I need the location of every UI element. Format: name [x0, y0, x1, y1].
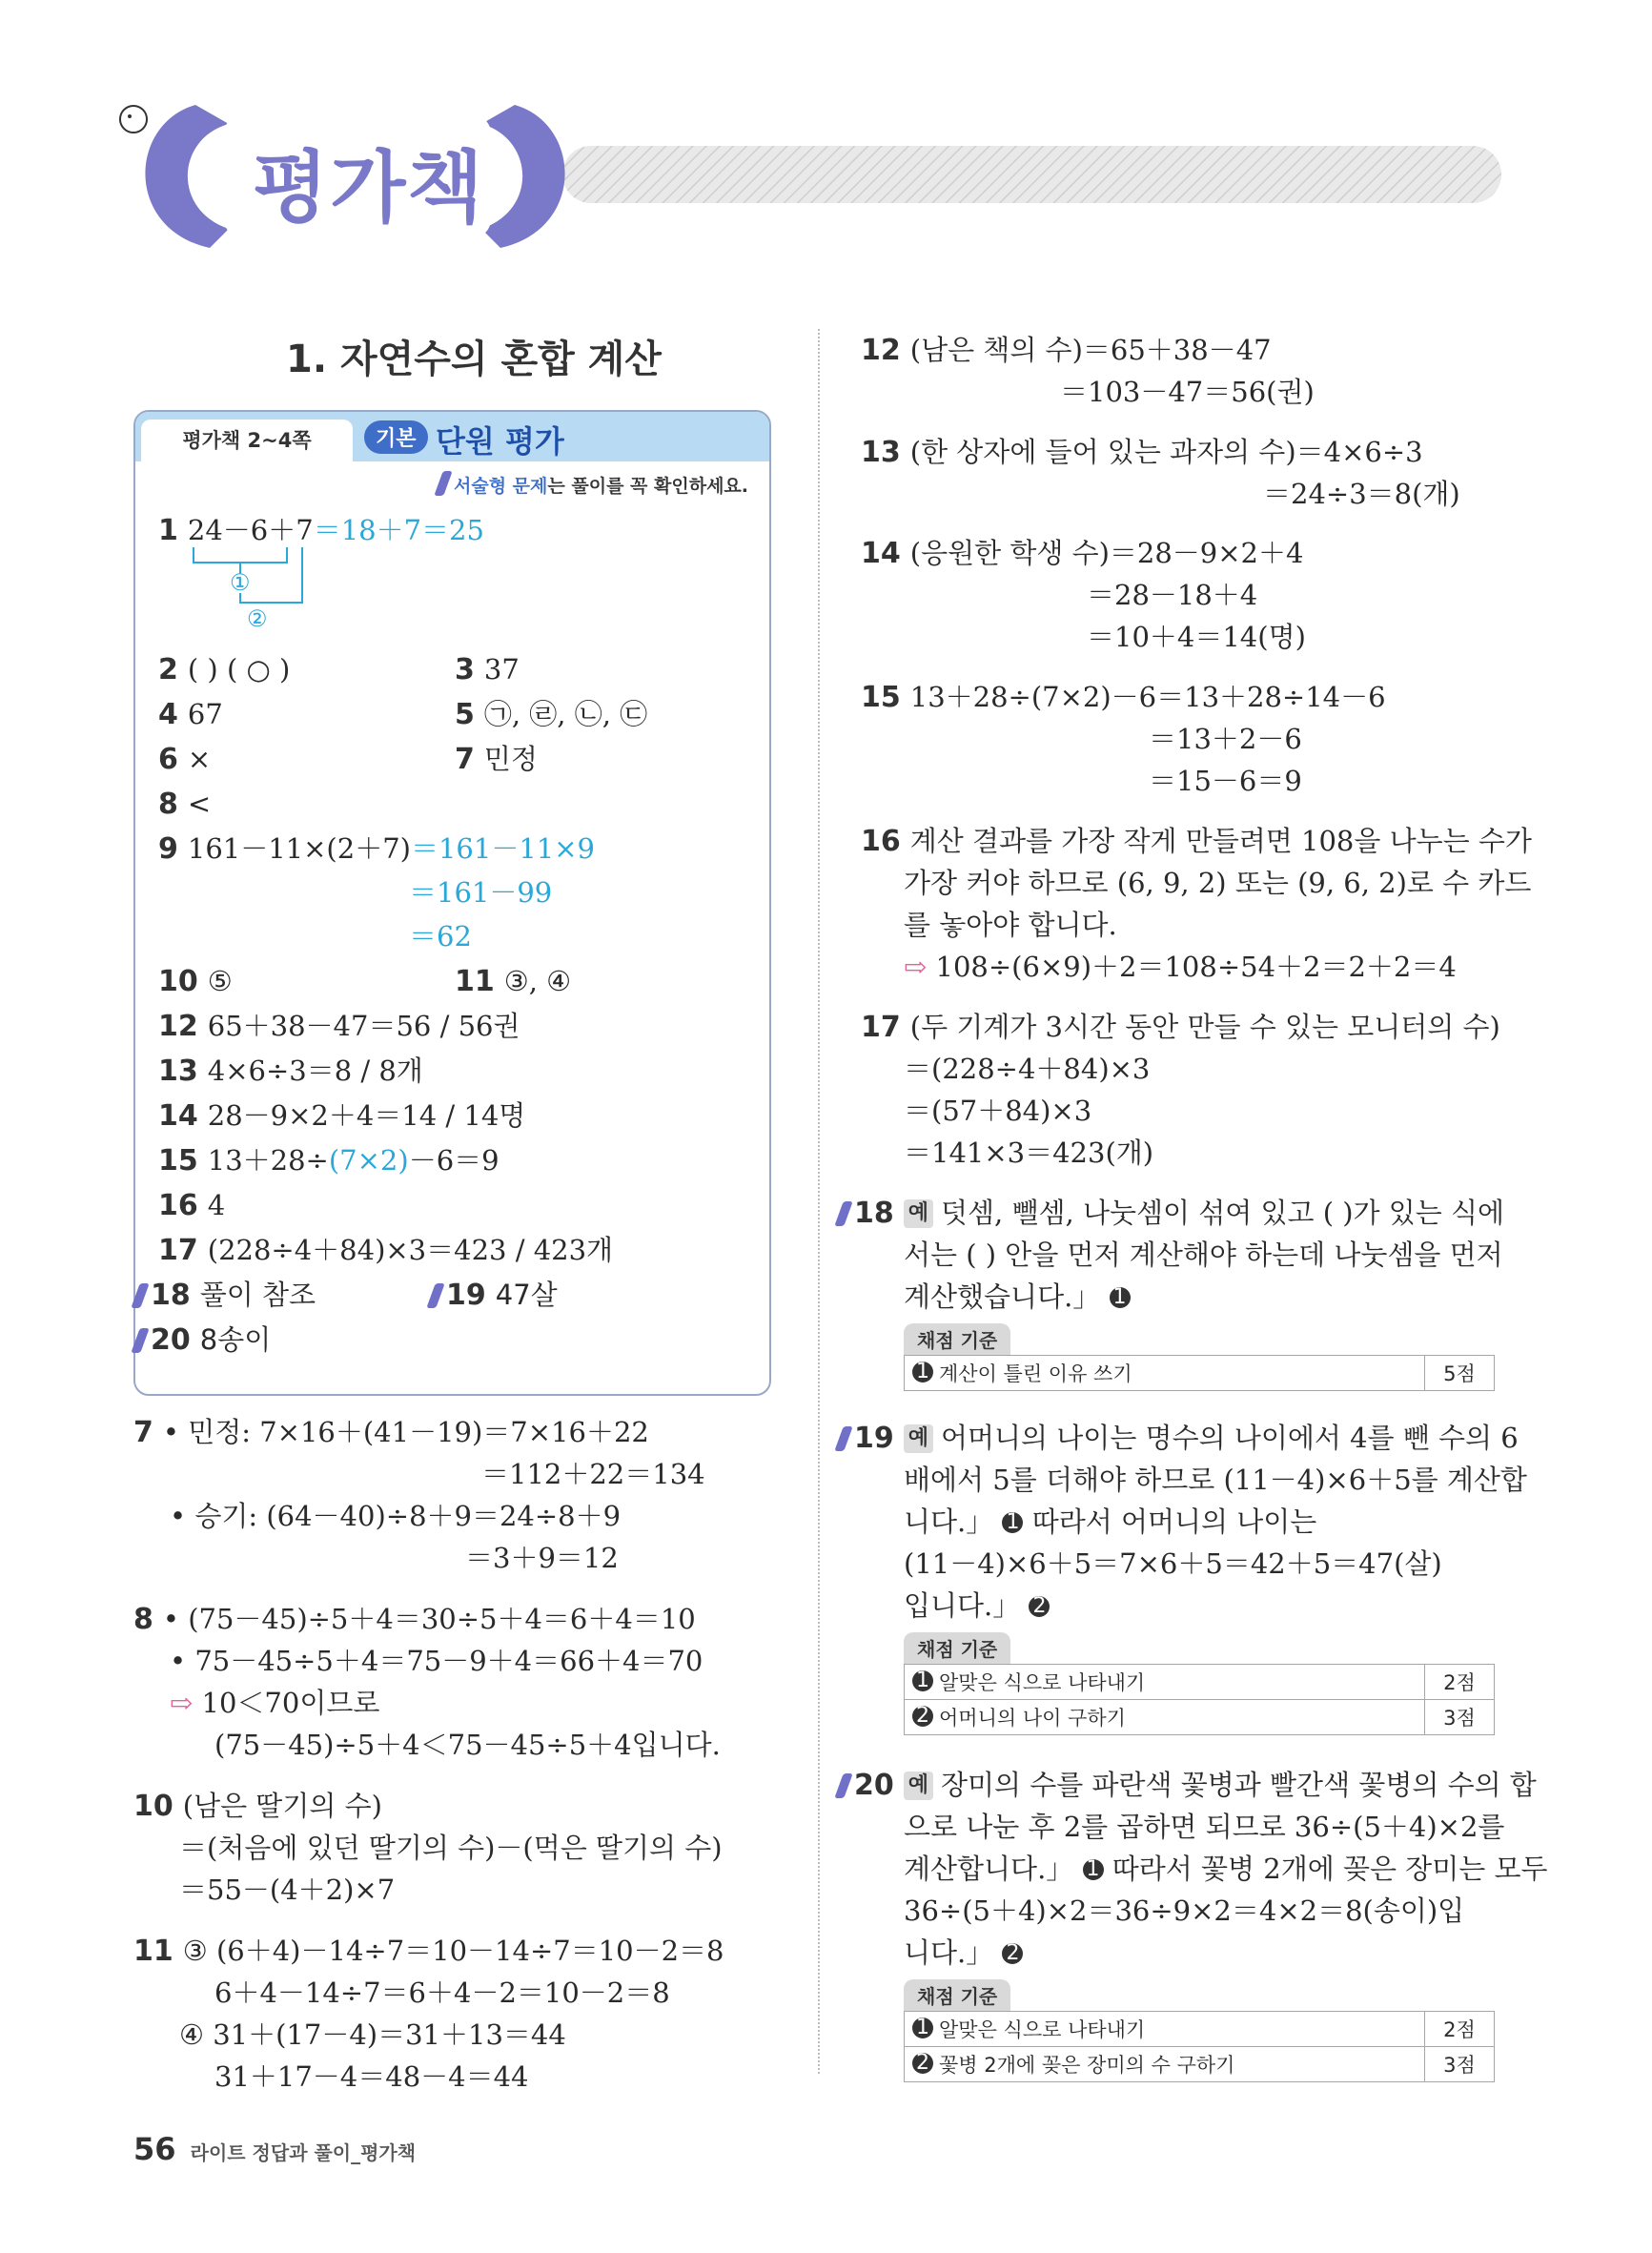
- page-reference-tab: 평가책 2~4쪽: [141, 420, 353, 461]
- answer-13-text: 4×6÷3＝8 / 8개: [207, 1055, 423, 1087]
- answer-number: 12: [158, 1010, 198, 1043]
- answer-1-result: ＝18＋7＝25: [313, 514, 484, 546]
- answer-3: [455, 648, 520, 691]
- solution-11: [133, 1930, 724, 1973]
- solution-18-line3: [904, 1276, 1131, 1318]
- answer-6: [158, 738, 211, 781]
- solution-line: ＝10＋4＝14(명): [1087, 621, 1306, 653]
- page-number: 56: [133, 2131, 176, 2167]
- solution-line: (남은 딸기의 수): [182, 1790, 382, 1822]
- criterion-marker: 1: [912, 1670, 933, 1691]
- solution-18: [839, 1192, 1504, 1235]
- solution-line: ③ (6＋4)－14÷7＝10－14÷7＝10－2＝8: [182, 1935, 724, 1967]
- solution-19-line3: [904, 1501, 1316, 1543]
- answer-number: 5: [455, 698, 475, 731]
- answer-11-text: ③, ④: [503, 965, 572, 997]
- criterion-marker: 1: [912, 2017, 933, 2038]
- criteria-score: 2점: [1425, 1665, 1495, 1700]
- answer-5: [455, 693, 647, 736]
- criteria-head: 채점 기준: [904, 1632, 1010, 1664]
- answer-number: 2: [158, 653, 178, 686]
- solution-line: • 75－45÷5＋4＝75－9＋4＝66＋4＝70: [170, 1645, 704, 1677]
- solution-number: 11: [133, 1935, 173, 1968]
- solution-number: 20: [854, 1769, 894, 1802]
- header-title: 평가책: [253, 143, 485, 234]
- arrow-icon: ⇨: [170, 1687, 202, 1719]
- answer-7: [455, 738, 538, 781]
- answer-box-header: [135, 412, 769, 461]
- solution-number: 18: [854, 1197, 894, 1230]
- solution-line: 따라서 꽃병 2개에 꽂은 장미는 모두: [1112, 1853, 1548, 1885]
- criteria-row: [905, 1665, 1495, 1700]
- solution-number: 13: [861, 436, 901, 469]
- footer-text: 라이트 정답과 풀이_평가책: [190, 2141, 417, 2164]
- answer-number: 11: [455, 965, 495, 998]
- solution-line: 계산했습니다.」: [904, 1280, 1101, 1313]
- answer-number: 8: [158, 788, 178, 821]
- solution-7: [133, 1411, 649, 1454]
- pen-icon: [434, 471, 452, 496]
- answer-number: 7: [455, 743, 475, 776]
- answer-number: 18: [151, 1279, 191, 1312]
- criteria-text: 알맞은 식으로 나타내기: [939, 2018, 1146, 2041]
- pen-icon: [131, 1328, 149, 1353]
- solution-line: ＝112＋22＝134: [481, 1458, 705, 1490]
- pen-icon: [131, 1283, 149, 1308]
- answer-9-step2: ＝161－99: [409, 876, 553, 909]
- solution-line: 6＋4－14÷7＝6＋4－2＝10－2＝8: [214, 1976, 670, 2009]
- criteria-table-18: [904, 1323, 1495, 1391]
- solution-16: [861, 820, 1532, 863]
- criteria-row: [905, 1356, 1495, 1391]
- answer-number: 19: [446, 1279, 486, 1312]
- answer-number: 1: [158, 514, 178, 547]
- answer-11: [455, 960, 571, 1003]
- solution-line: (75－45)÷5＋4＜75－45÷5＋4입니다.: [214, 1729, 721, 1761]
- criteria-table-20: [904, 1979, 1495, 2082]
- criteria-head: 채점 기준: [904, 1979, 1010, 2011]
- answer-8: [158, 783, 211, 826]
- essay-note-em: 서술형 문제: [454, 476, 548, 497]
- solution-line: • (75－45)÷5＋4＝30÷5＋4＝6＋4＝10: [162, 1603, 696, 1635]
- answer-4-text: 67: [187, 698, 223, 730]
- answer-number: 17: [158, 1234, 198, 1267]
- criteria-row: [905, 2012, 1495, 2047]
- example-badge: 예: [904, 1772, 933, 1800]
- solution-line: ＝13＋2－6: [1149, 723, 1302, 755]
- answer-number: 15: [158, 1144, 198, 1178]
- example-badge: 예: [904, 1424, 933, 1453]
- criteria-score: 2점: [1425, 2012, 1495, 2047]
- criteria-head: 채점 기준: [904, 1323, 1010, 1355]
- solution-line: 계산 결과를 가장 작게 만들려면 108을 나누는 수가: [909, 825, 1532, 857]
- criteria-table-19: [904, 1632, 1495, 1735]
- solution-line: 덧셈, 뺄셈, 나눗셈이 섞여 있고 ( )가 있는 식에: [941, 1197, 1505, 1229]
- solution-line: ＝(57＋84)×3: [904, 1095, 1092, 1127]
- answer-15-a: 13＋28÷: [207, 1144, 329, 1177]
- solution-line: (남은 책의 수)＝65＋38－47: [909, 334, 1272, 366]
- criteria-desc: [905, 1665, 1425, 1700]
- solution-13: [861, 431, 1423, 474]
- answer-9-expr: 161－11×(2＋7): [187, 832, 411, 865]
- criteria-row: [905, 2047, 1495, 2082]
- answer-4: [158, 693, 223, 736]
- answer-6-text: ×: [187, 743, 212, 775]
- solution-line: (두 기계가 3시간 동안 만들 수 있는 모니터의 수): [909, 1011, 1500, 1043]
- criteria-text: 어머니의 나이 구하기: [939, 1707, 1126, 1730]
- criteria-desc: [905, 2047, 1425, 2082]
- solution-8-conclusion: [170, 1682, 379, 1724]
- criteria-desc: [905, 2012, 1425, 2047]
- solution-line: 따라서 어머니의 나이는: [1031, 1505, 1317, 1538]
- step-1-marker: ①: [230, 569, 251, 596]
- criterion-marker: 1: [1110, 1287, 1131, 1308]
- criteria-score: 3점: [1425, 1700, 1495, 1735]
- solution-19: [839, 1417, 1519, 1460]
- example-badge: 예: [904, 1199, 933, 1228]
- answer-number: 9: [158, 832, 178, 866]
- criteria-desc: [905, 1700, 1425, 1735]
- solution-line: • 민정: 7×16＋(41－19)＝7×16＋22: [162, 1416, 649, 1448]
- answer-15-highlight: (7×2): [328, 1144, 409, 1177]
- answer-9-step1: ＝161－11×9: [410, 832, 595, 865]
- criterion-marker: 1: [1083, 1859, 1104, 1880]
- answer-16: [158, 1184, 225, 1227]
- arrow-icon: ⇨: [904, 951, 936, 983]
- solution-19-line5: [904, 1585, 1050, 1627]
- answer-12: [158, 1005, 520, 1048]
- answer-15: [158, 1139, 500, 1182]
- answer-13: [158, 1050, 423, 1093]
- answer-5-text: ㉠, ㉣, ㉡, ㉢: [483, 698, 648, 730]
- solution-line: ＝55－(4＋2)×7: [179, 1874, 396, 1906]
- answer-number: 16: [158, 1189, 198, 1222]
- solution-line: (응원한 학생 수)＝28－9×2＋4: [909, 537, 1304, 569]
- answer-9: [158, 828, 595, 870]
- answer-20-text: 8송이: [199, 1323, 272, 1356]
- answer-number: 4: [158, 698, 178, 731]
- solution-line: 10＜70이므로: [201, 1687, 380, 1719]
- solution-20-line3: [904, 1848, 1547, 1890]
- pen-icon: [834, 1201, 852, 1226]
- answer-20: [135, 1319, 271, 1362]
- answer-9-step3: ＝62: [409, 920, 472, 952]
- criteria-text: 계산이 틀린 이유 쓰기: [939, 1362, 1132, 1385]
- solution-line: 31＋17－4＝48－4＝44: [214, 2060, 529, 2093]
- solution-10: [133, 1785, 382, 1828]
- answer-19-text: 47살: [495, 1279, 558, 1311]
- pen-icon: [834, 1426, 852, 1451]
- solution-number: 17: [861, 1011, 901, 1044]
- criterion-marker: 2: [912, 2053, 933, 2074]
- solution-line: 를 놓아야 합니다.: [904, 909, 1117, 941]
- answer-18-text: 풀이 참조: [199, 1279, 316, 1311]
- solution-number: 7: [133, 1416, 153, 1449]
- criterion-marker: 1: [912, 1362, 933, 1383]
- answer-8-text: <: [187, 788, 212, 820]
- solution-line: ＝3＋9＝12: [465, 1542, 619, 1574]
- answer-number: 10: [158, 965, 198, 998]
- solution-line: ＝28－18＋4: [1087, 579, 1258, 611]
- solution-line: 장미의 수를 파란색 꽃병과 빨간색 꽃병의 수의 합: [941, 1769, 1537, 1801]
- solution-number: 19: [854, 1422, 894, 1455]
- pen-icon: [426, 1283, 444, 1308]
- criterion-marker: 1: [1002, 1512, 1023, 1533]
- criteria-score: 3점: [1425, 2047, 1495, 2082]
- solution-number: 15: [861, 681, 901, 714]
- unit-test-title: 단원 평가: [436, 423, 564, 460]
- answer-10: [158, 960, 233, 1003]
- answer-18: [135, 1274, 316, 1317]
- chapter-title: 1. 자연수의 혼합 계산: [286, 338, 662, 381]
- answer-number: 3: [455, 653, 475, 686]
- solution-line: ＝103－47＝56(권): [1060, 376, 1315, 408]
- answer-10-text: ⑤: [207, 965, 233, 997]
- solution-line: 니다.」: [904, 1505, 994, 1538]
- solution-line: 서는 ( ) 안을 먼저 계산해야 하는데 나눗셈을 먼저: [904, 1239, 1503, 1271]
- answer-17: [158, 1229, 613, 1272]
- solution-20-line5: [904, 1932, 1023, 1974]
- solution-line: ＝15－6＝9: [1149, 765, 1302, 797]
- answer-number: 6: [158, 743, 178, 776]
- solution-12: [861, 329, 1272, 372]
- solution-line: ＝(처음에 있던 딸기의 수)－(먹은 딸기의 수): [179, 1832, 723, 1864]
- answer-number: 20: [151, 1323, 191, 1357]
- solution-8: [133, 1598, 696, 1641]
- answer-16-text: 4: [207, 1189, 226, 1221]
- answer-number: 14: [158, 1099, 198, 1133]
- answer-number: 13: [158, 1055, 198, 1088]
- solution-line: 계산합니다.」: [904, 1853, 1074, 1885]
- solution-line: (11－4)×6＋5＝7×6＋5＝42＋5＝47(살): [904, 1547, 1442, 1580]
- answer-2-text: ( ) ( ○ ): [187, 653, 291, 686]
- criteria-text: 꽃병 2개에 꽂은 장미의 수 구하기: [939, 2054, 1235, 2077]
- page-footer: [133, 2131, 416, 2167]
- solution-number: 16: [861, 825, 901, 858]
- solution-line: ＝(228÷4＋84)×3: [904, 1053, 1151, 1085]
- solution-line: 입니다.」: [904, 1589, 1021, 1622]
- solution-14: [861, 532, 1303, 575]
- answer-17-text: (228÷4＋84)×3＝423 / 423개: [207, 1234, 614, 1266]
- essay-note: [438, 471, 748, 498]
- solution-line: 배에서 5를 더해야 하므로 (11－4)×6＋5를 계산합: [904, 1464, 1527, 1496]
- solution-number: 10: [133, 1790, 173, 1823]
- solution-line: (한 상자에 들어 있는 과자의 수)＝4×6÷3: [909, 436, 1423, 468]
- solution-line: 으로 나눈 후 2를 곱하면 되므로 36÷(5＋4)×2를: [904, 1811, 1505, 1843]
- solution-line: ④ 31＋(17－4)＝31＋13＝44: [179, 2018, 566, 2051]
- solution-number: 12: [861, 334, 901, 367]
- criteria-desc: [905, 1356, 1425, 1391]
- criteria-row: [905, 1700, 1495, 1735]
- criterion-marker: 2: [1002, 1943, 1023, 1964]
- answer-1-expr: 24－6＋7: [187, 514, 314, 546]
- criterion-marker: 2: [912, 1706, 933, 1727]
- criteria-text: 알맞은 식으로 나타내기: [939, 1671, 1146, 1694]
- criterion-marker: 2: [1029, 1596, 1050, 1617]
- solution-line: 108÷(6×9)＋2＝108÷54＋2＝2＋2＝4: [935, 951, 1457, 983]
- essay-note-rest: 는 풀이를 꼭 확인하세요.: [547, 476, 748, 497]
- answer-2: [158, 648, 290, 691]
- answer-3-text: 37: [483, 653, 520, 686]
- criteria-score: 5점: [1425, 1356, 1495, 1391]
- solution-15: [861, 676, 1386, 719]
- solution-line: 어머니의 나이는 명수의 나이에서 4를 뺀 수의 6: [941, 1422, 1519, 1454]
- solution-16-conclusion: [904, 946, 1457, 988]
- solution-line: ＝141×3＝423(개): [904, 1137, 1154, 1169]
- solution-line: 가장 커야 하므로 (6, 9, 2) 또는 (9, 6, 2)로 수 카드: [904, 867, 1532, 899]
- solution-line: 36÷(5＋4)×2＝36÷9×2＝4×2＝8(송이)입: [904, 1895, 1465, 1927]
- solution-number: 14: [861, 537, 901, 570]
- solution-number: 8: [133, 1603, 153, 1636]
- answer-19: [431, 1274, 558, 1317]
- answer-12-text: 65＋38－47＝56 / 56권: [207, 1010, 520, 1042]
- answer-box: [133, 410, 771, 1396]
- answer-14-text: 28－9×2＋4＝14 / 14명: [207, 1099, 526, 1132]
- step-2-marker: ②: [247, 605, 268, 632]
- solution-line: • 승기: (64－40)÷8＋9＝24÷8＋9: [170, 1500, 622, 1532]
- solution-line: ＝24÷3＝8(개): [1263, 478, 1460, 510]
- answer-14: [158, 1095, 525, 1137]
- answer-15-c: －6＝9: [408, 1144, 500, 1177]
- solution-line: 13＋28÷(7×2)－6＝13＋28÷14－6: [909, 681, 1386, 713]
- pen-icon: [834, 1773, 852, 1798]
- solution-20: [839, 1764, 1537, 1807]
- answer-7-text: 민정: [483, 743, 538, 775]
- level-badge: 기본: [364, 420, 428, 454]
- column-divider: [818, 329, 820, 2074]
- solution-17: [861, 1006, 1500, 1049]
- solution-line: 니다.」: [904, 1936, 994, 1969]
